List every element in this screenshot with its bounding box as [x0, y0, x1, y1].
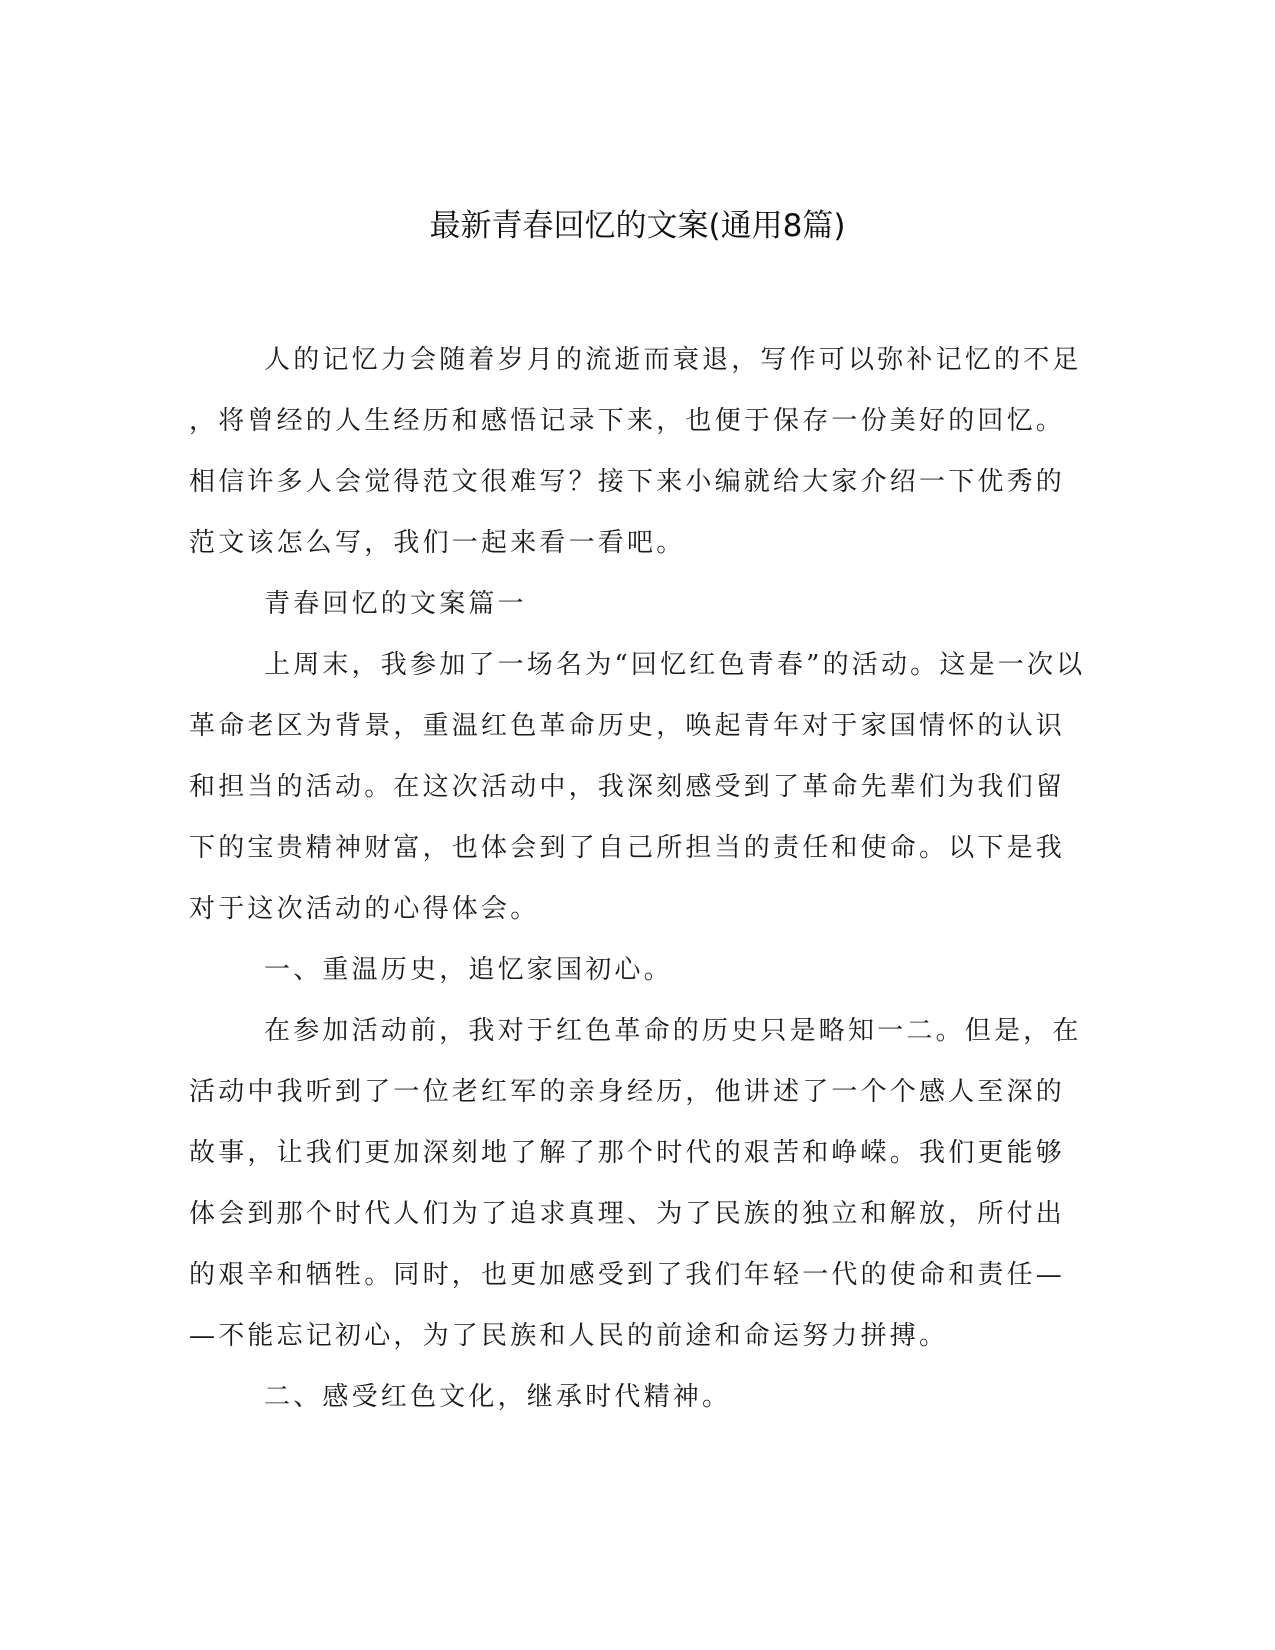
text-line: 在参加活动前，我对于红色革命的历史只是略知一二。但是，在 — [264, 1016, 1082, 1046]
text-line: 下的宝贵精神财富，也体会到了自己所担当的责任和使命。以下是我 — [189, 833, 1066, 863]
document-title: 最新青春回忆的文案(通用8篇) — [429, 208, 846, 244]
subheading-two — [189, 1367, 1069, 1428]
text-line: 活动中我听到了一位老红军的亲身经历，他讲述了一个个感人至深的 — [189, 1077, 1066, 1107]
text-line: 和担当的活动。在这次活动中，我深刻感受到了革命先辈们为我们留 — [189, 772, 1066, 802]
text-line: 对于这次活动的心得体会。 — [189, 894, 540, 924]
text-line: 故事，让我们更加深刻地了解了那个时代的艰苦和峥嵘。我们更能够 — [189, 1138, 1066, 1168]
text-line: 相信许多人会觉得范文很难写？接下来小编就给大家介绍一下优秀的 — [189, 467, 1066, 497]
text-line: 二、感受红色文化，继承时代精神。 — [264, 1382, 732, 1412]
text-line: ，将曾经的人生经历和感悟记录下来，也便于保存一份美好的回忆。 — [189, 406, 1066, 436]
paragraph-history — [189, 1001, 1082, 1367]
text-line: 人的记忆力会随着岁月的流逝而衰退，写作可以弥补记忆的不足 — [264, 345, 1082, 375]
text-line: —不能忘记初心，为了民族和人民的前途和命运努力拼搏。 — [189, 1321, 949, 1351]
text-line: 范文该怎么写，我们一起来看一看吧。 — [189, 528, 686, 558]
paragraph-activity — [189, 635, 1086, 940]
document-body — [189, 330, 1086, 1428]
subheading-one — [189, 940, 1069, 1001]
paragraph-intro — [189, 330, 1082, 574]
text-line: 革命老区为背景，重温红色革命历史，唤起青年对于家国情怀的认识 — [189, 711, 1066, 741]
text-line: 体会到那个时代人们为了追求真理、为了民族的独立和解放，所付出 — [189, 1199, 1066, 1229]
text-line: 青春回忆的文案篇一 — [264, 589, 527, 619]
text-line: 一、重温历史，追忆家国初心。 — [264, 955, 673, 985]
text-line: 的艰辛和牺牲。同时，也更加感受到了我们年轻一代的使命和责任— — [189, 1260, 1066, 1290]
section-heading-part-one — [189, 574, 1069, 635]
text-line: 上周末，我参加了一场名为“回忆红色青春”的活动。这是一次以 — [264, 650, 1086, 680]
